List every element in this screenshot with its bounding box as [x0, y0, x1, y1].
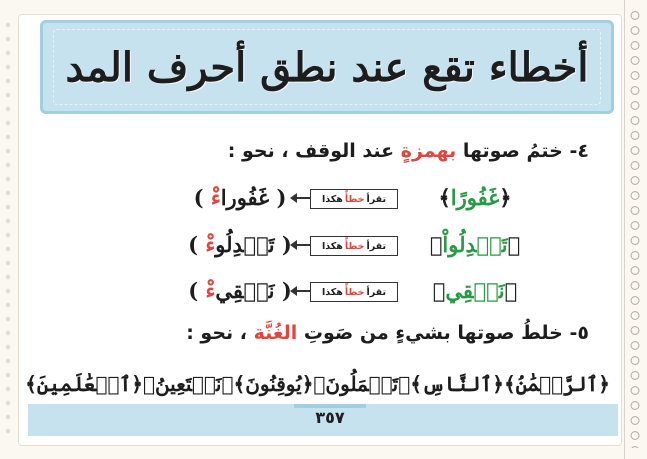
wrong-word: ( نَسۡقِيءْ ) [188, 278, 292, 303]
wrong-reading-box: تقرأ خطأً هكذا [310, 236, 398, 256]
rule-4-highlight: بهمزةٍ [400, 140, 457, 162]
page-number: ٣٥٧ [300, 408, 360, 430]
rule-5-number: ٥- [569, 322, 589, 344]
correct-word: ﴿تَعۡدِلُواْ﴾ [429, 232, 521, 257]
rule-4-text-after: عند الوقف ، نحو : [227, 140, 395, 162]
rule-4-example-row [0, 273, 647, 309]
correct-word: ﴿غَفُورًا﴾ [438, 185, 512, 210]
correct-word: ﴿نَسۡقِي﴾ [432, 278, 518, 303]
rule-5-example: ﴿تَعۡمَلُونَ﴾ [313, 372, 411, 396]
rule-4-text-before: ختمُ صوتها [462, 140, 563, 162]
rule-5-example: ﴿ٱلۡعَٰلَمِينَ﴾ [25, 372, 143, 396]
rule-4-example-row [0, 227, 647, 263]
rule-5-highlight: الغُنَّة [253, 322, 298, 344]
wrong-reading-box: تقرأ خطأً هكذا [310, 189, 398, 209]
wrong-reading-box: تقرأ خطأً هكذا [310, 282, 398, 302]
rule-5-example: ﴿ٱلنَّاسِ﴾ [410, 372, 504, 396]
wrong-word: ( تَعۡدِلُوءْ ) [188, 232, 292, 257]
rule-5-example: ﴿نَسۡتَعِينُ﴾ [142, 372, 234, 396]
rule-4-number: ٤- [569, 140, 589, 162]
rule-5-example: ﴿يُوقِنُونَ﴾ [233, 372, 314, 396]
rule-5-text-after: ، نحو : [186, 322, 247, 344]
rule-5-examples [25, 364, 610, 404]
page-title: أخطاء تقع عند نطق أحرف المد [65, 43, 589, 91]
rule-4-heading [228, 140, 589, 162]
rule-5-heading [186, 322, 589, 344]
rule-4-example-row [0, 180, 647, 216]
title-banner [40, 20, 614, 114]
rule-5-example: ﴿ٱلرَّحۡمَٰنُ﴾ [503, 372, 610, 396]
wrong-word: ( غَفُوراءْ ) [193, 185, 287, 210]
rule-5-text-before: خلطُ صوتها بشيءٍ من صَوتِ [303, 322, 563, 344]
